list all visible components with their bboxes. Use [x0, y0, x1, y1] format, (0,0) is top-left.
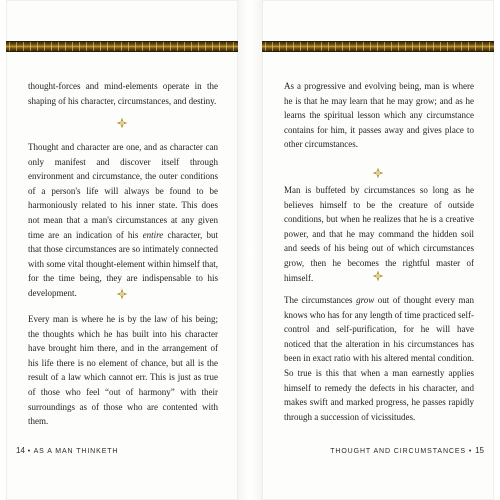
- book-gutter: [238, 0, 262, 500]
- left-paragraph-2-end: character, but that those circumstances are so intimately connected with some vital thought-element within himself that, for the time being, they are indispensable to his development.: [28, 229, 218, 298]
- decorative-band: [262, 41, 494, 52]
- fleuron-icon: [372, 270, 384, 282]
- left-paragraph-2: [28, 140, 218, 301]
- folio-separator: •: [27, 448, 32, 455]
- folio-separator: •: [468, 448, 473, 455]
- left-paragraph-2-start: Thought and character are one, and as character can only manifest and discover itself through environment and circumstance, the outer conditions of a person's life will always be found to be harmoniously related to his inner state. This does not mean that a man's circumstances at any given time are an indication of his: [28, 142, 218, 240]
- fleuron-icon: [116, 288, 128, 300]
- left-paragraph-3: Every man is where he is by the law of his being; the thoughts which he has built into his character have brought him there, and in the arrangement of his life there is no element of chance, but all is the result of a law which cannot err. This is just as true of those who feel “out of harmony” with their surroundings as of those who are contented with them.: [28, 314, 218, 427]
- left-page: [6, 0, 238, 500]
- running-head-left: AS A MAN THINKETH: [33, 448, 119, 455]
- page-number-left: 14: [16, 446, 25, 455]
- right-page: [262, 0, 494, 500]
- page-number-right: 15: [475, 446, 484, 455]
- right-paragraph-3-emphasis: grow: [356, 295, 375, 305]
- decorative-band: [6, 41, 238, 52]
- right-folio: [330, 446, 484, 455]
- right-paragraph-1: As a progressive and evolving being, man is where he is that he may learn that he may grow; and as he learns the spiritual lesson which any circumstance contains for him, it passes away and gives place to other circumstances.: [284, 81, 474, 150]
- right-paragraph-2: Man is buffeted by circumstances so long as he believes himself to be the creature of outside conditions, but when he realizes that he is a creative power, and that he may command the hidden soil and seeds of his being out of which circumstances grow, then he becomes the rightful master of himself.: [284, 185, 474, 283]
- right-paragraph-3-start: The circumstances: [284, 295, 357, 305]
- right-paragraph-3: [284, 293, 474, 424]
- right-paragraph-3-end: out of thought every man knows who has for any length of time practiced self-control and self-purification, for he will have noticed that the alteration in his circumstances has been in exact ratio with his altered mental condition. So true is this that when a man earnestly applies himself to remedy the defects in his character, and makes swift and marked progress, he passes rapidly through a succession of vicissitudes.: [284, 295, 474, 422]
- left-paragraph-2-emphasis: entire: [142, 229, 164, 240]
- left-paragraph-1: thought-forces and mind-elements operate in the shaping of his character, circumstances, and destiny.: [28, 81, 218, 106]
- running-head-right: THOUGHT AND CIRCUMSTANCES: [330, 448, 467, 455]
- left-folio: [16, 446, 118, 455]
- fleuron-icon: [116, 117, 128, 129]
- fleuron-icon: [372, 167, 384, 179]
